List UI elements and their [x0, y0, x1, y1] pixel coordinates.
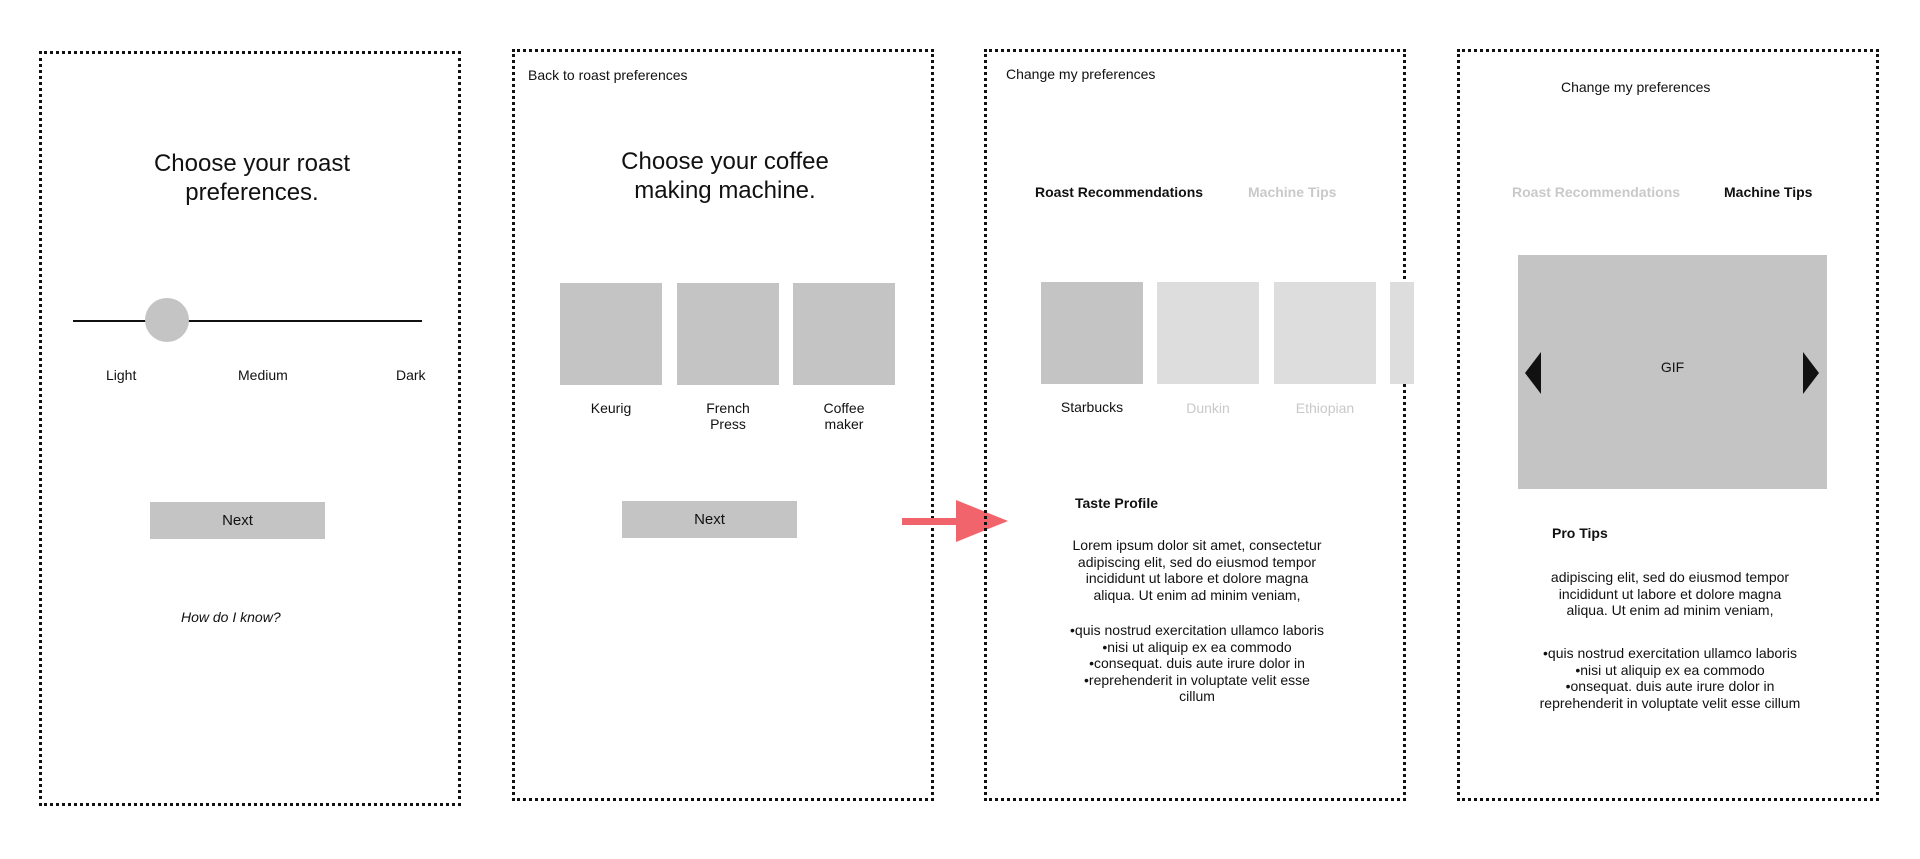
page-title: Choose your coffee making machine.	[621, 148, 829, 204]
change-preferences-link[interactable]: Change my preferences	[1561, 79, 1711, 95]
dunkin-label: Dunkin	[1186, 400, 1230, 416]
how-do-i-know-link[interactable]: How do I know?	[181, 609, 281, 625]
slider-label-dark: Dark	[396, 367, 426, 383]
roast-slider-track[interactable]	[73, 320, 422, 322]
taste-profile-heading: Taste Profile	[1075, 495, 1158, 511]
roast-slider-thumb[interactable]	[145, 298, 189, 342]
starbucks-card[interactable]	[1041, 282, 1143, 384]
brand-carousel[interactable]	[987, 282, 1414, 386]
taste-profile-bullets: •quis nostrud exercitation ullamco laboris •nisi ut aliquip ex ea commodo •consequat. duis aute irure dolor in •reprehenderit in voluptate velit esse cillum	[1070, 622, 1324, 704]
ethiopian-card[interactable]	[1274, 282, 1376, 384]
machine-selection-screen	[512, 49, 934, 801]
next-button[interactable]: Next	[150, 502, 325, 539]
roast-recommendations-screen	[984, 49, 1406, 801]
tab-roast-recommendations[interactable]: Roast Recommendations	[1035, 184, 1204, 200]
pro-tips-bullets: •quis nostrud exercitation ullamco laboris •nisi ut aliquip ex ea commodo •onsequat. duis aute irure dolor in reprehenderit in voluptate velit esse cillum	[1539, 645, 1801, 711]
slider-label-medium: Medium	[238, 367, 288, 383]
tab-machine-tips[interactable]: Machine Tips	[1248, 184, 1337, 200]
next-button[interactable]: Next	[622, 501, 797, 538]
next-brand-card[interactable]	[1390, 282, 1414, 384]
back-to-roast-link[interactable]: Back to roast preferences	[528, 67, 688, 83]
keurig-option[interactable]	[560, 283, 662, 385]
pro-tips-description: adipiscing elit, sed do eiusmod tempor incididunt ut labore et dolore magna aliqua. Ut enim ad minim veniam,	[1550, 569, 1790, 618]
french-press-label: French Press	[706, 400, 750, 432]
french-press-option[interactable]	[677, 283, 779, 385]
machine-tips-screen	[1457, 49, 1879, 801]
keurig-label: Keurig	[590, 400, 632, 416]
ethiopian-label: Ethiopian	[1295, 400, 1355, 416]
pro-tips-heading: Pro Tips	[1552, 525, 1608, 541]
tab-machine-tips[interactable]: Machine Tips	[1724, 184, 1813, 200]
starbucks-label: Starbucks	[1060, 399, 1124, 415]
roast-preferences-screen	[39, 51, 461, 806]
taste-profile-description: Lorem ipsum dolor sit amet, consectetur adipiscing elit, sed do eiusmod tempor incididunt ut labore et dolore magna aliqua. Ut enim ad minim veniam,	[1072, 537, 1322, 603]
tab-roast-recommendations[interactable]: Roast Recommendations	[1512, 184, 1681, 200]
gif-media-player[interactable]	[1518, 255, 1827, 489]
change-preferences-link[interactable]: Change my preferences	[1006, 66, 1156, 82]
previous-arrow-icon[interactable]	[1524, 351, 1542, 395]
coffee-maker-label: Coffee maker	[823, 400, 865, 432]
page-title: Choose your roast preferences.	[153, 150, 351, 206]
coffee-maker-option[interactable]	[793, 283, 895, 385]
gif-label: GIF	[1660, 359, 1685, 375]
next-arrow-icon[interactable]	[1802, 351, 1820, 395]
slider-label-light: Light	[106, 367, 137, 383]
dunkin-card[interactable]	[1157, 282, 1259, 384]
